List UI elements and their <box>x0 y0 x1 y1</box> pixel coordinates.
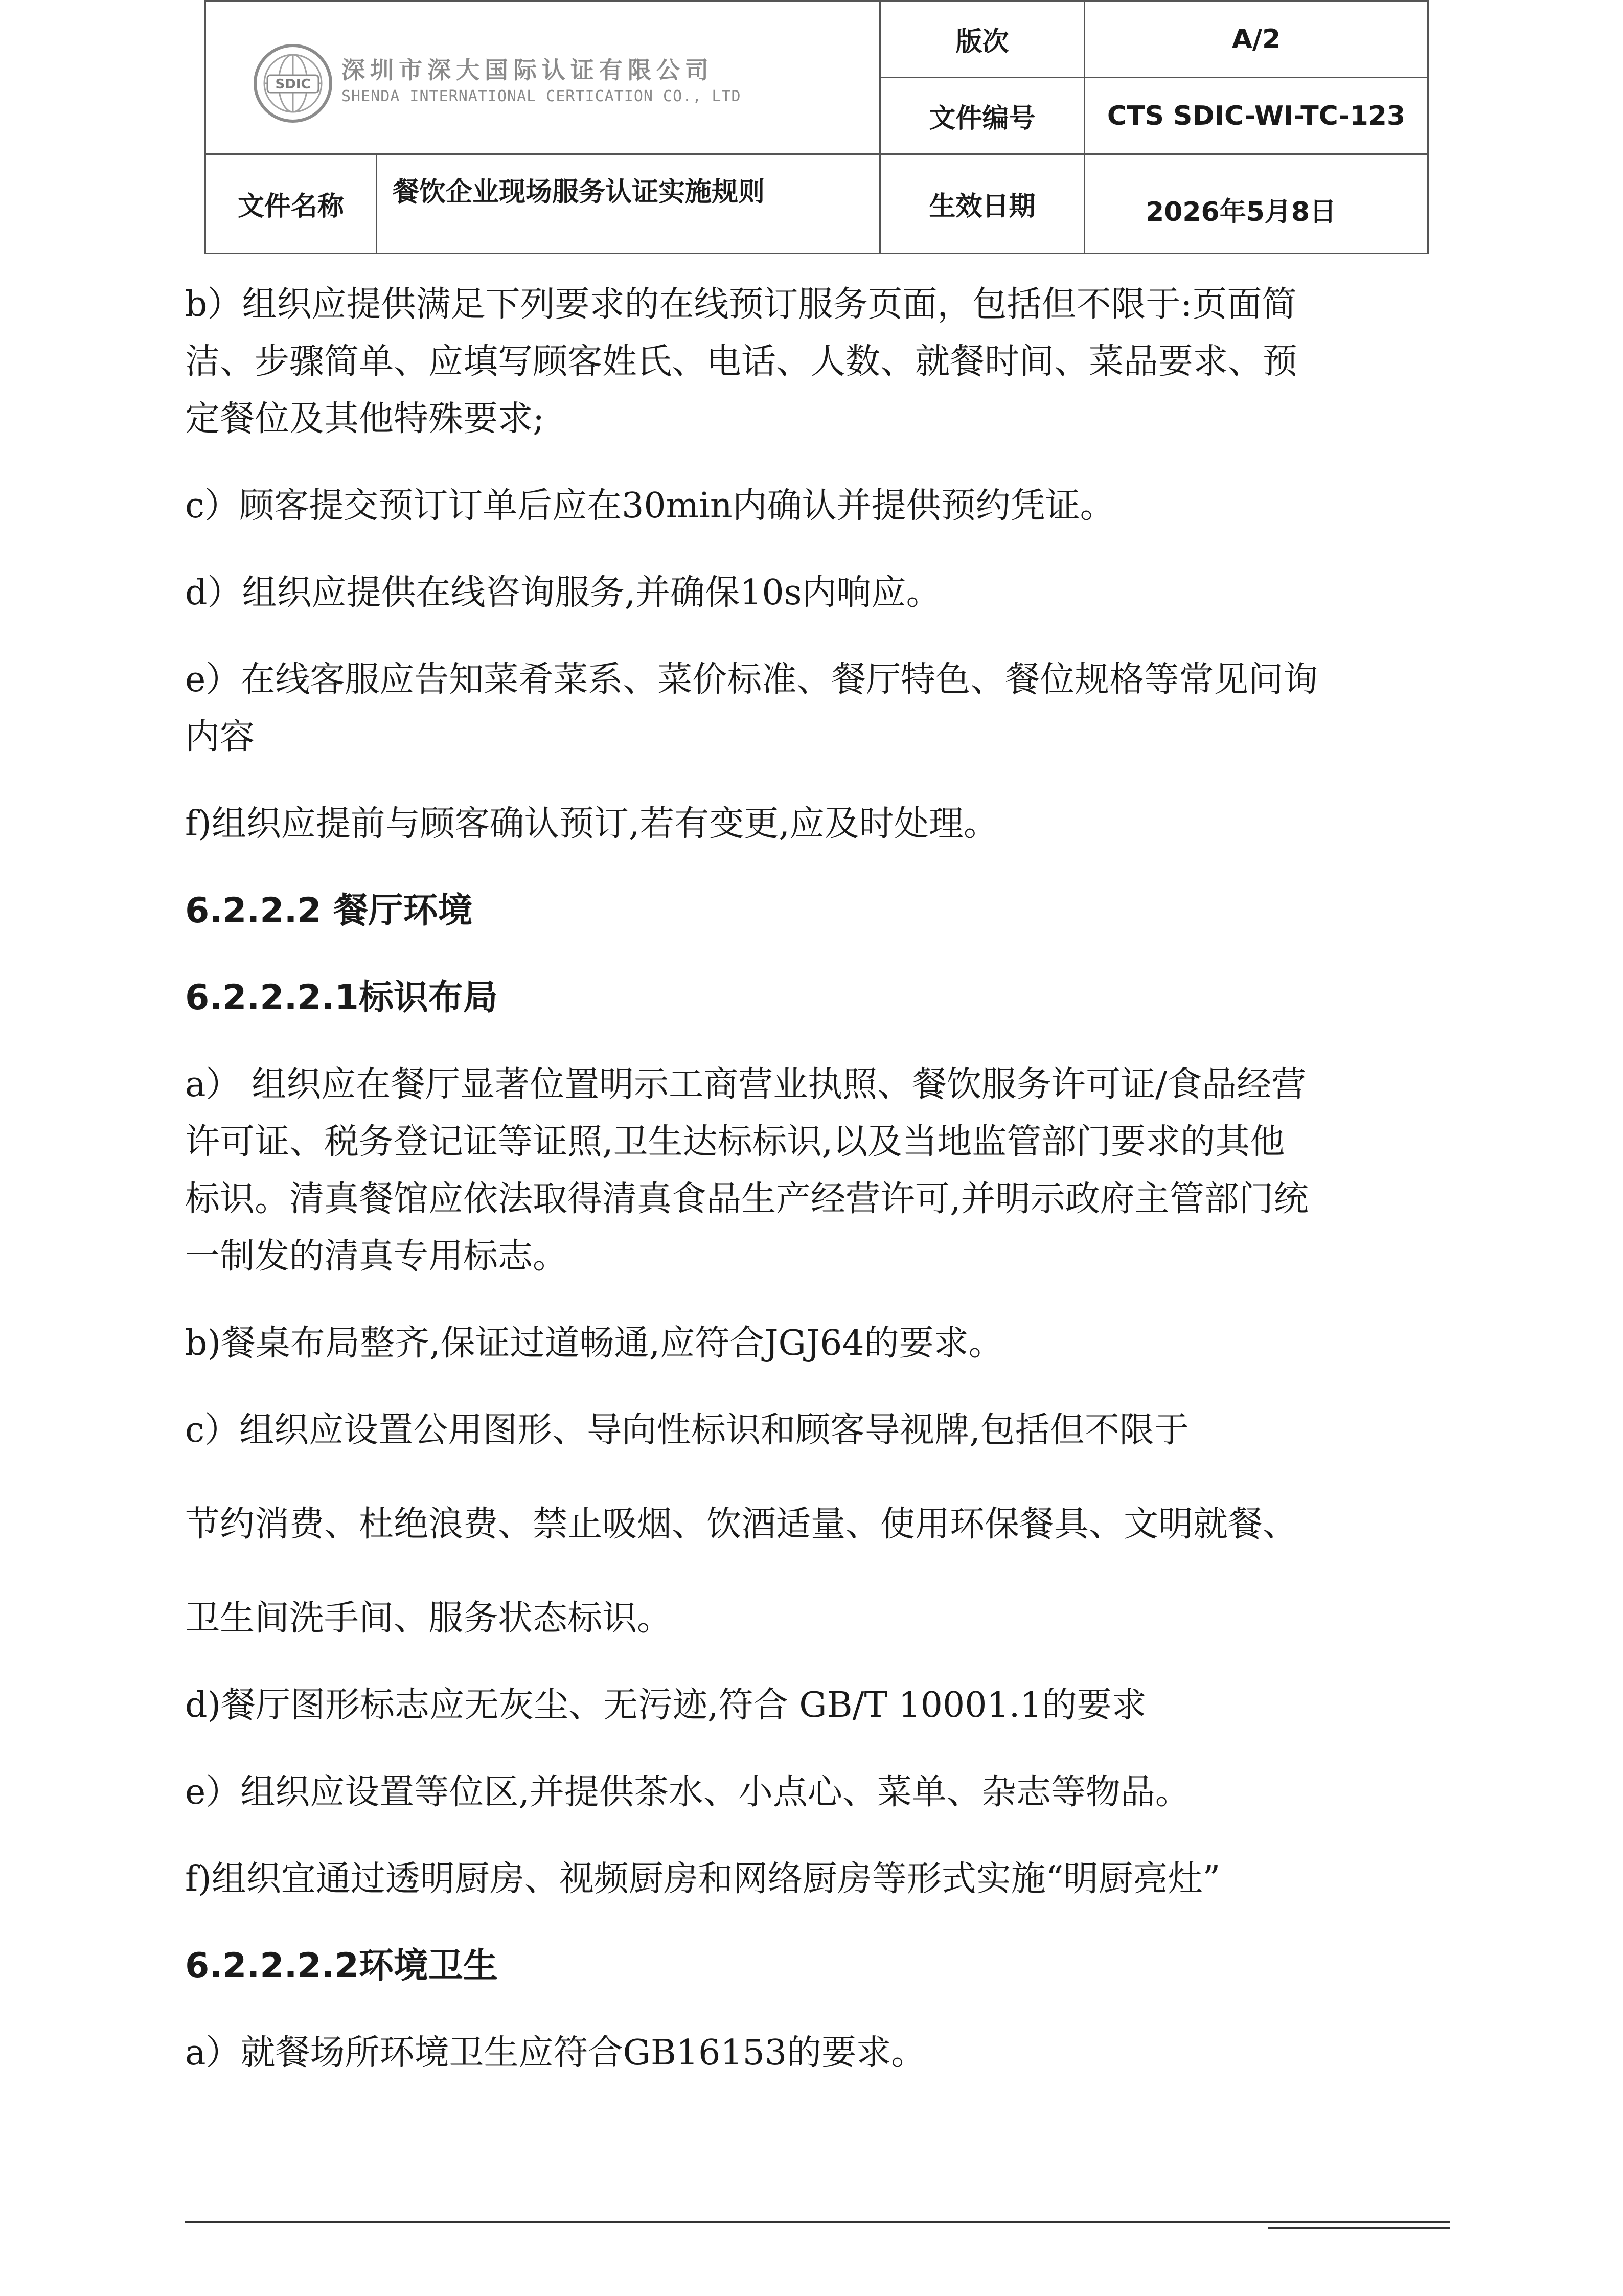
document-header-table <box>204 0 1429 254</box>
clause-f: f)组织应提前与顾客确认预订,若有变更,应及时处理。 <box>185 804 998 844</box>
version-label: 版次 <box>880 1 1085 78</box>
section-heading-signage-layout: 6.2.2.2.1标识布局 <box>185 977 498 1018</box>
clause-d: d）组织应提供在线咨询服务,并确保10s内响应。 <box>185 573 941 613</box>
clause-b-line1: b）组织应提供满足下列要求的在线预订服务页面，包括但不限于:页面简 <box>185 284 1297 325</box>
logo-text: SDIC <box>275 77 311 92</box>
clause-a3: a）就餐场所环境卫生应符合GB16153的要求。 <box>185 2033 926 2073</box>
clause-c2-line2: 节约消费、杜绝浪费、禁止吸烟、饮酒适量、使用环保餐具、文明就餐、 <box>185 1504 1298 1544</box>
clause-b-line3: 定餐位及其他特殊要求; <box>185 399 544 439</box>
clause-e-line2: 内容 <box>185 717 255 757</box>
effective-date-label: 生效日期 <box>880 154 1085 254</box>
doc-name-label: 文件名称 <box>205 154 377 254</box>
clause-a2-line4: 一制发的清真专用标志。 <box>185 1236 568 1277</box>
company-name-en: SHENDA INTERNATIONAL CERTICATION CO., LTD <box>341 87 741 105</box>
company-logo <box>252 42 763 129</box>
company-logo-cell <box>205 1 880 154</box>
doc-number-value: CTS SDIC-WI-TC-123 <box>1085 78 1428 154</box>
clause-e2: e）组织应设置等位区,并提供茶水、小点心、菜单、杂志等物品。 <box>185 1772 1190 1812</box>
doc-name-value: 餐饮企业现场服务认证实施规则 <box>377 154 880 254</box>
section-heading-environment-hygiene: 6.2.2.2.2环境卫生 <box>185 1946 498 1986</box>
clause-b2: b)餐桌布局整齐,保证过道畅通,应符合JGJ64的要求。 <box>185 1323 1003 1363</box>
clause-c: c）顾客提交预订订单后应在30min内确认并提供预约凭证。 <box>185 486 1115 526</box>
clause-a2-line1: a） 组织应在餐厅显著位置明示工商营业执照、餐饮服务许可证/食品经营 <box>185 1064 1307 1105</box>
clause-a2-line2: 许可证、税务登记证等证照,卫生达标标识,以及当地监管部门要求的其他 <box>185 1122 1285 1162</box>
globe-logo-icon <box>252 42 334 124</box>
footer-rule-short <box>1268 2227 1450 2229</box>
clause-b-line2: 洁、步骤简单、应填写顾客姓氏、电话、人数、就餐时间、菜品要求、预 <box>185 342 1298 382</box>
section-heading-restaurant-environment: 6.2.2.2 餐厅环境 <box>185 891 473 931</box>
doc-number-label: 文件编号 <box>880 78 1085 154</box>
footer-rule <box>185 2221 1450 2223</box>
clause-d2: d)餐厅图形标志应无灰尘、无污迹,符合 GB/T 10001.1的要求 <box>185 1685 1147 1725</box>
company-name-cn: 深圳市深大国际认证有限公司 <box>341 56 714 84</box>
clause-f2: f)组织宜通过透明厨房、视频厨房和网络厨房等形式实施“明厨亮灶” <box>185 1859 1221 1899</box>
version-value: A/2 <box>1085 1 1428 78</box>
clause-a2-line3: 标识。清真餐馆应依法取得清真食品生产经营许可,并明示政府主管部门统 <box>185 1179 1309 1219</box>
clause-e-line1: e）在线客服应告知菜肴菜系、菜价标准、餐厅特色、餐位规格等常见问询 <box>185 660 1318 700</box>
clause-c2-line3: 卫生间洗手间、服务状态标识。 <box>185 1598 672 1639</box>
document-body <box>185 276 1453 2082</box>
effective-date-value: 2026年5月8日 <box>1085 154 1428 254</box>
clause-c2-line1: c）组织应设置公用图形、导向性标识和顾客导视牌,包括但不限于 <box>185 1410 1189 1450</box>
